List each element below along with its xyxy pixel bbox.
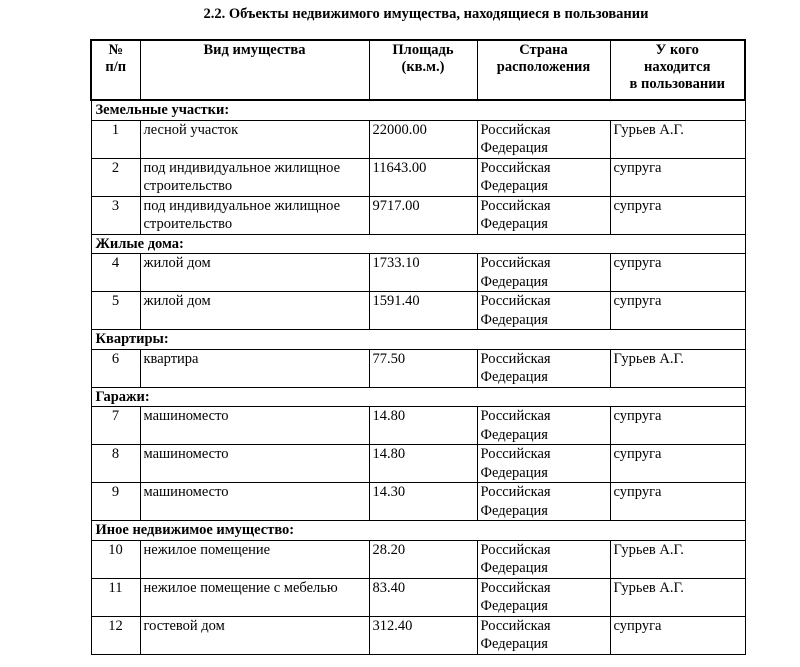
cell-type: жилой дом (140, 254, 369, 292)
cell-area: 312.40 (369, 616, 477, 654)
property-table (90, 39, 746, 655)
cell-num: 1 (91, 120, 140, 158)
table-body (91, 100, 745, 654)
category-row (91, 387, 745, 407)
header-type: Вид имущества (140, 40, 369, 100)
cell-country: Российская Федерация (477, 120, 610, 158)
cell-num: 9 (91, 483, 140, 521)
cell-num: 10 (91, 540, 140, 578)
cell-holder: супруга (610, 254, 745, 292)
cell-area: 28.20 (369, 540, 477, 578)
cell-num: 8 (91, 445, 140, 483)
cell-area: 1591.40 (369, 292, 477, 330)
cell-area: 14.80 (369, 445, 477, 483)
category-label: Иное недвижимое имущество: (91, 521, 745, 541)
cell-num: 5 (91, 292, 140, 330)
cell-type: нежилое помещение (140, 540, 369, 578)
cell-num: 4 (91, 254, 140, 292)
cell-country: Российская Федерация (477, 578, 610, 616)
table-row (91, 158, 745, 196)
table-row (91, 616, 745, 654)
category-label: Гаражи: (91, 387, 745, 407)
cell-holder: супруга (610, 407, 745, 445)
category-row (91, 330, 745, 350)
table-row (91, 483, 745, 521)
cell-country: Российская Федерация (477, 254, 610, 292)
header-row (91, 40, 745, 100)
cell-holder: супруга (610, 445, 745, 483)
cell-area: 14.30 (369, 483, 477, 521)
cell-holder: супруга (610, 196, 745, 234)
cell-type: под индивидуальное жилищное строительство (140, 158, 369, 196)
table-header (91, 40, 745, 100)
table-row (91, 254, 745, 292)
cell-country: Российская Федерация (477, 292, 610, 330)
category-row (91, 234, 745, 254)
table-row (91, 196, 745, 234)
cell-type: лесной участок (140, 120, 369, 158)
cell-country: Российская Федерация (477, 540, 610, 578)
category-label: Земельные участки: (91, 100, 745, 120)
table-row (91, 578, 745, 616)
category-label: Жилые дома: (91, 234, 745, 254)
cell-country: Российская Федерация (477, 349, 610, 387)
table-row (91, 540, 745, 578)
table-row (91, 445, 745, 483)
cell-num: 2 (91, 158, 140, 196)
table-row (91, 407, 745, 445)
cell-num: 11 (91, 578, 140, 616)
category-row (91, 521, 745, 541)
cell-holder: супруга (610, 292, 745, 330)
category-label: Квартиры: (91, 330, 745, 350)
cell-holder: Гурьев А.Г. (610, 578, 745, 616)
cell-holder: супруга (610, 158, 745, 196)
table-row (91, 292, 745, 330)
cell-holder: Гурьев А.Г. (610, 120, 745, 158)
page-title: 2.2. Объекты недвижимого имущества, находящиеся в пользовании (203, 6, 649, 22)
cell-holder: супруга (610, 483, 745, 521)
cell-country: Российская Федерация (477, 158, 610, 196)
cell-area: 1733.10 (369, 254, 477, 292)
cell-type: машиноместо (140, 445, 369, 483)
table-row (91, 349, 745, 387)
cell-type: гостевой дом (140, 616, 369, 654)
category-row (91, 100, 745, 120)
cell-holder: Гурьев А.Г. (610, 540, 745, 578)
cell-area: 14.80 (369, 407, 477, 445)
cell-type: машиноместо (140, 483, 369, 521)
cell-holder: Гурьев А.Г. (610, 349, 745, 387)
cell-num: 12 (91, 616, 140, 654)
header-area: Площадь (кв.м.) (369, 40, 477, 100)
cell-country: Российская Федерация (477, 196, 610, 234)
cell-type: квартира (140, 349, 369, 387)
cell-country: Российская Федерация (477, 483, 610, 521)
cell-num: 3 (91, 196, 140, 234)
cell-num: 7 (91, 407, 140, 445)
cell-area: 83.40 (369, 578, 477, 616)
cell-type: машиноместо (140, 407, 369, 445)
cell-type: жилой дом (140, 292, 369, 330)
cell-num: 6 (91, 349, 140, 387)
cell-area: 9717.00 (369, 196, 477, 234)
cell-holder: супруга (610, 616, 745, 654)
header-holder: У кого находится в пользовании (610, 40, 745, 100)
cell-country: Российская Федерация (477, 445, 610, 483)
cell-country: Российская Федерация (477, 616, 610, 654)
header-country: Страна расположения (477, 40, 610, 100)
cell-type: под индивидуальное жилищное строительство (140, 196, 369, 234)
cell-area: 77.50 (369, 349, 477, 387)
table-row (91, 120, 745, 158)
cell-area: 11643.00 (369, 158, 477, 196)
cell-area: 22000.00 (369, 120, 477, 158)
cell-type: нежилое помещение с мебелью (140, 578, 369, 616)
header-num: № п/п (91, 40, 140, 100)
cell-country: Российская Федерация (477, 407, 610, 445)
